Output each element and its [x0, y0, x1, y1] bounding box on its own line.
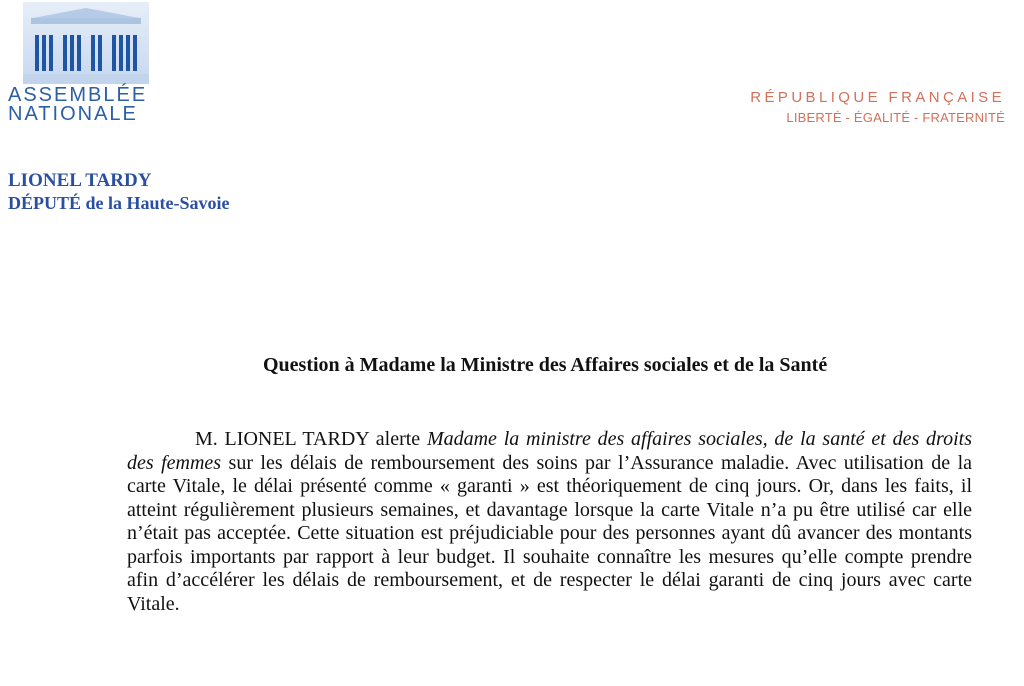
republic-motto: LIBERTÉ - ÉGALITÉ - FRATERNITÉ: [786, 110, 1005, 125]
question-addressee: Madame la ministre des affaires sociales, de la santé et des droits des femmes: [127, 428, 972, 474]
assemblee-nationale-logo-icon: [23, 2, 149, 84]
deputy-role: DÉPUTÉ de la Haute-Savoie: [8, 193, 230, 213]
question-body-text: sur les délais de remboursement des soins par l’Assurance maladie. Avec utilisation de la carte Vitale, le délai présenté comme « garanti » est théoriquement de cinq jours. Or, dans les faits, il atteint régulièrement plusieurs semaines, et davantage lorsque la carte Vitale n’a pu être utilisé car elle n’était pas acceptée. Cette situation est préjudiciable pour des personnes ayant dû avancer des montants parfois importants par rapport à leur budget. Il souhaite connaître les mesures qu’elle compte prendre afin d’accélérer les délais de remboursement, et de respecter le délai garanti de cinq jours avec carte Vitale.: [127, 451, 973, 615]
republic-title: RÉPUBLIQUE FRANÇAISE: [750, 89, 1005, 106]
question-title: Question à Madame la Ministre des Affaires sociales et de la Santé: [263, 354, 828, 376]
assembly-name: [8, 86, 147, 124]
assembly-name-line1: ASSEMBLÉE: [8, 84, 148, 106]
deputy-name: LIONEL TARDY: [8, 170, 152, 191]
deputy-block: [8, 170, 230, 214]
question-body: [127, 428, 972, 616]
question-body-intro: M. LIONEL TARDY alerte: [195, 428, 427, 450]
assembly-name-line2: NATIONALE: [8, 103, 138, 125]
republic-header: [750, 88, 1005, 128]
